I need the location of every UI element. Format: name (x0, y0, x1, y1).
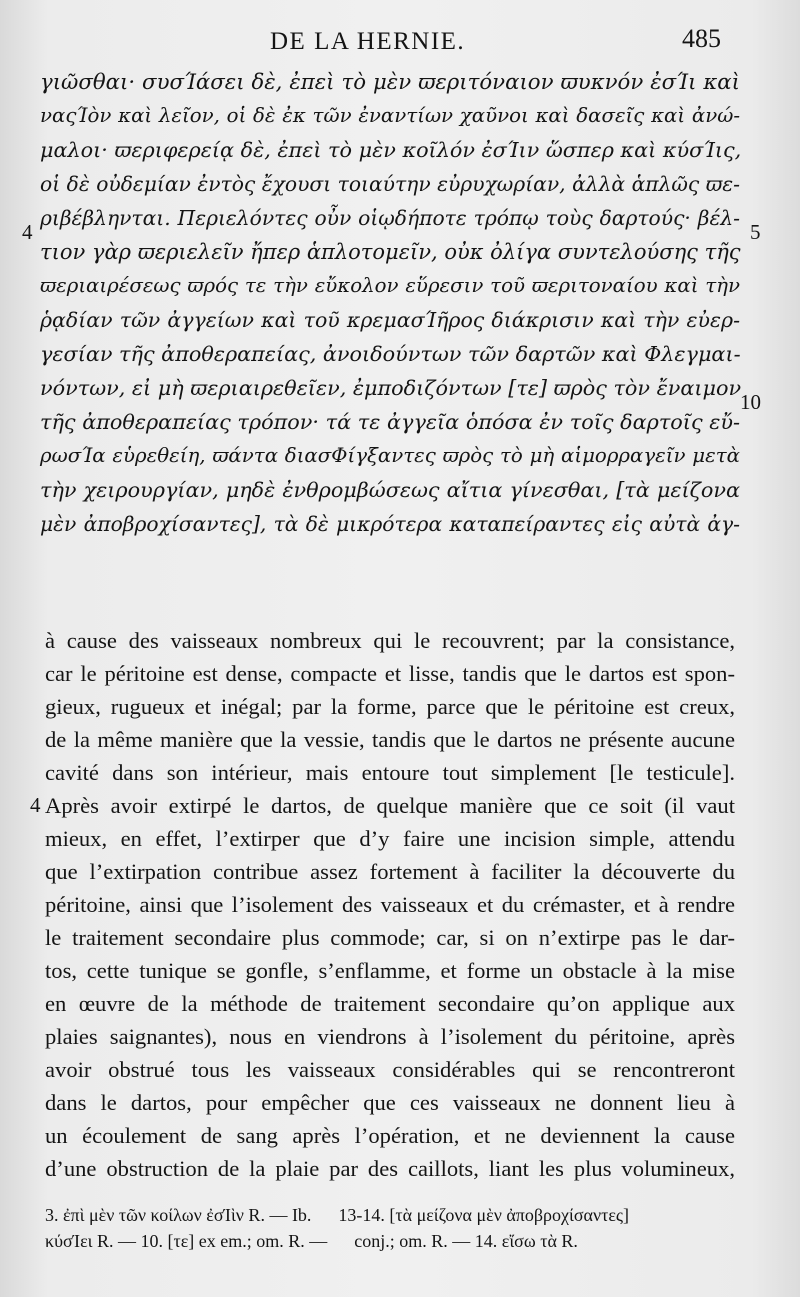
section-marker: 4 (30, 793, 41, 817)
greek-line: ρωσΊα εὑρεθείη, ϖάντα διασΦίγξαντες ϖρὸς τὸ μὴ αἱμορραγεῖν μετὰ (40, 444, 740, 467)
french-line: gieux, rugueux et inégal; par la forme, parce que le péritoine est creux, (45, 694, 735, 719)
french-line: avoir obstrué tous les vaisseaux considérables qui se rencontreront (45, 1057, 735, 1082)
greek-line: γιῶσθαι· συσΊάσει δὲ, ἐπεὶ τὸ μὲν ϖεριτόναιον ϖυκνόν ἐσΊι καὶ (40, 70, 740, 95)
french-line: tos, cette tunique se gonfle, s’enflamme, et forme un obstacle à la mise (45, 958, 735, 983)
greek-line: ριβέβληνται. Περιελόντες οὖν οἱῳδήποτε τρόπῳ τοὺς δαρτούς· βέλ- (40, 206, 740, 230)
greek-line: τῆς ἀποθεραπείας τρόπον· τά τε ἀγγεῖα ὁπόσα ἐν τοῖς δαρτοῖς εὔ- (40, 410, 740, 434)
greek-line: τὴν χειρουργίαν, μηδὲ ἐνθρομβώσεως αἴτια γίνεσθαι, [τὰ μείζονα (40, 478, 740, 502)
french-line: Après avoir extirpé le dartos, de quelque manière que ce soit (il vaut (45, 793, 735, 818)
greek-line: μαλοι· ϖεριφερείᾳ δὲ, ἐπεὶ τὸ μὲν κοῖλόν ἐσΊιν ὥσπερ καὶ κύσΊις, (40, 138, 742, 162)
greek-line: ϖεριαιρέσεως ϖρός τε τὴν εὔκολον εὕρεσιν τοῦ ϖεριτοναίου καὶ τὴν (40, 274, 740, 297)
greek-line: ῥᾳδίαν τῶν ἀγγείων καὶ τοῦ κρεμασΊῆρος διάκρισιν καὶ τὴν εὐερ- (40, 308, 740, 332)
section-marker: 4 (22, 220, 33, 244)
greek-line: γεσίαν τῆς ἀποθεραπείας, ἀνοιδούντων τῶν δαρτῶν καὶ Φλεγμαι- (40, 342, 741, 366)
greek-line: οἱ δὲ οὐδεμίαν ἐντὸς ἔχουσι τοιαύτην εὐρυχωρίαν, ἀλλὰ ἁπλῶς ϖε- (40, 172, 740, 196)
french-line: à cause des vaisseaux nombreux qui le recouvrent; par la consistance, (45, 628, 735, 653)
french-line: péritoine, ainsi que l’isolement des vaisseaux et du crémaster, et à rendre (45, 892, 735, 917)
greek-line: νόντων, εἰ μὴ ϖεριαιρεθεῖεν, ἐμποδιζόντων [τε] ϖρὸς τὸν ἔναιμον (40, 376, 742, 400)
footnote-line: 3. ἐπὶ μὲν τῶν κοίλων ἐσΊὶν R. — Ib. 13-14. [τὰ μείζονα μὲν ἀποβροχίσαντες] (45, 1205, 630, 1225)
line-number-5: 5 (750, 220, 761, 244)
french-line: en œuvre de la méthode de traitement secondaire qu’on applique aux (45, 991, 735, 1016)
page-number: 485 (682, 24, 721, 53)
greek-line: μὲν ἀποβροχίσαντες], τὰ δὲ μικρότερα καταπείραντες εἰς αὐτὰ ἀγ- (40, 512, 740, 536)
french-line: le traitement secondaire plus commode; car, si on n’extirpe pas le dar- (45, 925, 735, 950)
french-line: mieux, en effet, l’extirper que d’y faire une incision simple, attendu (45, 826, 735, 851)
french-line: que l’extirpation contribue assez fortement à faciliter la découverte du (45, 859, 735, 884)
french-line: car le péritoine est dense, compacte et lisse, tandis que le dartos est spon- (45, 661, 735, 686)
greek-line: ναςΊὸν καὶ λεῖον, οἱ δὲ ἐκ τῶν ἐναντίων χαῦνοι καὶ δασεῖς καὶ ἀνώ- (40, 104, 740, 127)
greek-line: τιον γὰρ ϖεριελεῖν ἤπερ ἁπλοτομεῖν, οὐκ ὀλίγα συντελούσης τῆς (40, 240, 741, 264)
running-title: DE LA HERNIE. (270, 28, 466, 55)
french-line: cavité dans son intérieur, mais entoure tout simplement [le testicule]. (45, 760, 735, 785)
french-line: dans le dartos, pour empêcher que ces vaisseaux ne donnent lieu à (45, 1090, 735, 1115)
footnote-line: κύσΊει R. — 10. [τε] ex em.; om. R. — conj.; om. R. — 14. εἴσω τὰ R. (45, 1231, 578, 1251)
line-number-10: 10 (740, 390, 761, 414)
french-line: de la même manière que la vessie, tandis que le dartos ne présente aucune (45, 727, 735, 752)
french-line: d’une obstruction de la plaie par des caillots, liant les plus volumineux, (45, 1156, 735, 1181)
french-line: un écoulement de sang après l’opération, et ne deviennent la cause (45, 1123, 735, 1148)
page-header (0, 24, 800, 58)
french-line: plaies saignantes), nous en viendrons à l’isolement du péritoine, après (45, 1024, 735, 1049)
